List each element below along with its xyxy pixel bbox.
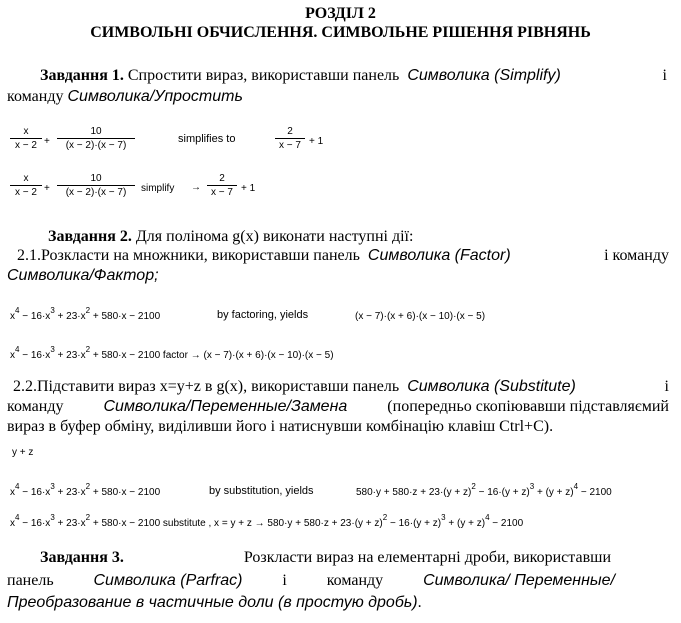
expr2-keyword: simplify <box>141 183 175 194</box>
task2-s22-line2: команду Символика/Переменные/Замена (попередньо скопіювавши підставляємий <box>7 398 669 415</box>
subst-keyword: by substitution, yields <box>209 485 314 497</box>
factor-keyword: by factoring, yields <box>217 309 309 321</box>
task3-line2: панель Символика (Parfrac) і команду Символика/ Переменные/ <box>7 572 615 589</box>
s21-end: і команду <box>604 247 669 264</box>
expr2-result-frac: $\frac{2}{x - 7}$ <box>207 173 237 198</box>
s22-end: і <box>664 378 669 395</box>
task1-conj: і <box>662 67 667 84</box>
arrow-icon: → <box>191 182 201 193</box>
expr1-keyword: simplifies to <box>178 133 236 145</box>
task2-heading <box>48 228 413 246</box>
section-heading: РОЗДІЛ 2 <box>305 5 376 22</box>
s22-panel: Символика (Substitute) <box>407 378 576 395</box>
task2-s21-line2: Символика/Фактор; <box>7 267 159 284</box>
poly-row2: $x^4 - 16\cdot x^3 + 23\cdot x^2 + 580\cdot x - 2100$ factor → (x − 7)·(x + 6)·(x − 10)·(x − 5) <box>10 345 334 361</box>
task1-label: Завдання 1. <box>40 67 124 84</box>
task3-label: Завдання 3. <box>40 549 124 566</box>
task2-s21-line1 <box>17 247 669 265</box>
expr1-result-frac: $\frac{2}{x - 7}$ <box>275 126 305 151</box>
task1-command: Символика/Упростить <box>67 88 243 105</box>
task3-line3: Преобразование в частичные доли (в простую дробь). <box>7 594 422 611</box>
task2-label: Завдання 2. <box>48 228 132 245</box>
task2-s22-line3: вираз в буфер обміну, виділивши його і натиснувши комбінацію клавіш Ctrl+C). <box>7 418 554 435</box>
expr1-frac2: $\frac{10}{(x - 2)\cdot(x - 7)}$ <box>57 126 135 151</box>
task1-line2 <box>7 88 243 106</box>
expr2-result-tail: + 1 <box>241 183 256 194</box>
factor-result: (x − 7)·(x + 6)·(x − 10)·(x − 5) <box>355 311 486 322</box>
task1-line1 <box>40 67 667 85</box>
task1-panel: Символика (Simplify) <box>407 67 561 84</box>
poly-row4: $x^4 - 16\cdot x^3 + 23\cdot x^2 + 580\cdot x - 2100$ substitute , $x = y + z \to 580\cdot y + 580\cdot z + 23\cdot(y + z)^2 - 16\cdot(y + z)^3 + (y + z)^4 - 2100$ <box>10 513 524 529</box>
page-title: СИМВОЛЬНІ ОБЧИСЛЕННЯ. СИМВОЛЬНЕ РІШЕННЯ РІВНЯНЬ <box>90 24 591 41</box>
task2-intro: Для полінома g(x) виконати наступні дії: <box>135 228 414 245</box>
subst-result: $580\cdot y + 580\cdot z + 23\cdot(y + z)^2 - 16\cdot(y + z)^3 + (y + z)^4 - 2100$ <box>356 482 612 498</box>
task3-text: Розкласти вираз на елементарні дроби, використавши <box>243 549 611 566</box>
arrow-icon: → <box>254 518 265 529</box>
poly-row3: $x^4 - 16\cdot x^3 + 23\cdot x^2 + 580\cdot x - 2100$ <box>10 482 161 498</box>
expr2-frac2: $\frac{10}{(x - 2)\cdot(x - 7)}$ <box>57 173 135 198</box>
task2-s22-line1 <box>13 378 669 396</box>
task1-cmd-label: команду <box>7 88 64 105</box>
task1-text: Спростити вираз, використавши панель <box>127 67 400 84</box>
poly-row1: $x^4 - 16\cdot x^3 + 23\cdot x^2 + 580\cdot x - 2100$ <box>10 306 161 322</box>
expr2-plus: + <box>44 183 50 194</box>
s22-text: 2.2.Підставити вираз x=y+z в g(x), використавши панель <box>13 378 400 395</box>
task3-line1 <box>40 549 611 567</box>
yz-expression: y + z <box>12 447 34 458</box>
expr1-result-tail: + 1 <box>309 136 324 147</box>
expr1-plus: + <box>44 136 50 147</box>
s21-text: 2.1.Розкласти на множники, використавши панель <box>17 247 360 264</box>
arrow-icon: → <box>190 350 201 361</box>
expr1-frac1: $\frac{x}{x - 2}$ <box>10 126 42 151</box>
s21-panel: Символика (Factor) <box>367 247 511 264</box>
expr2-frac1: $\frac{x}{x - 2}$ <box>10 173 42 198</box>
